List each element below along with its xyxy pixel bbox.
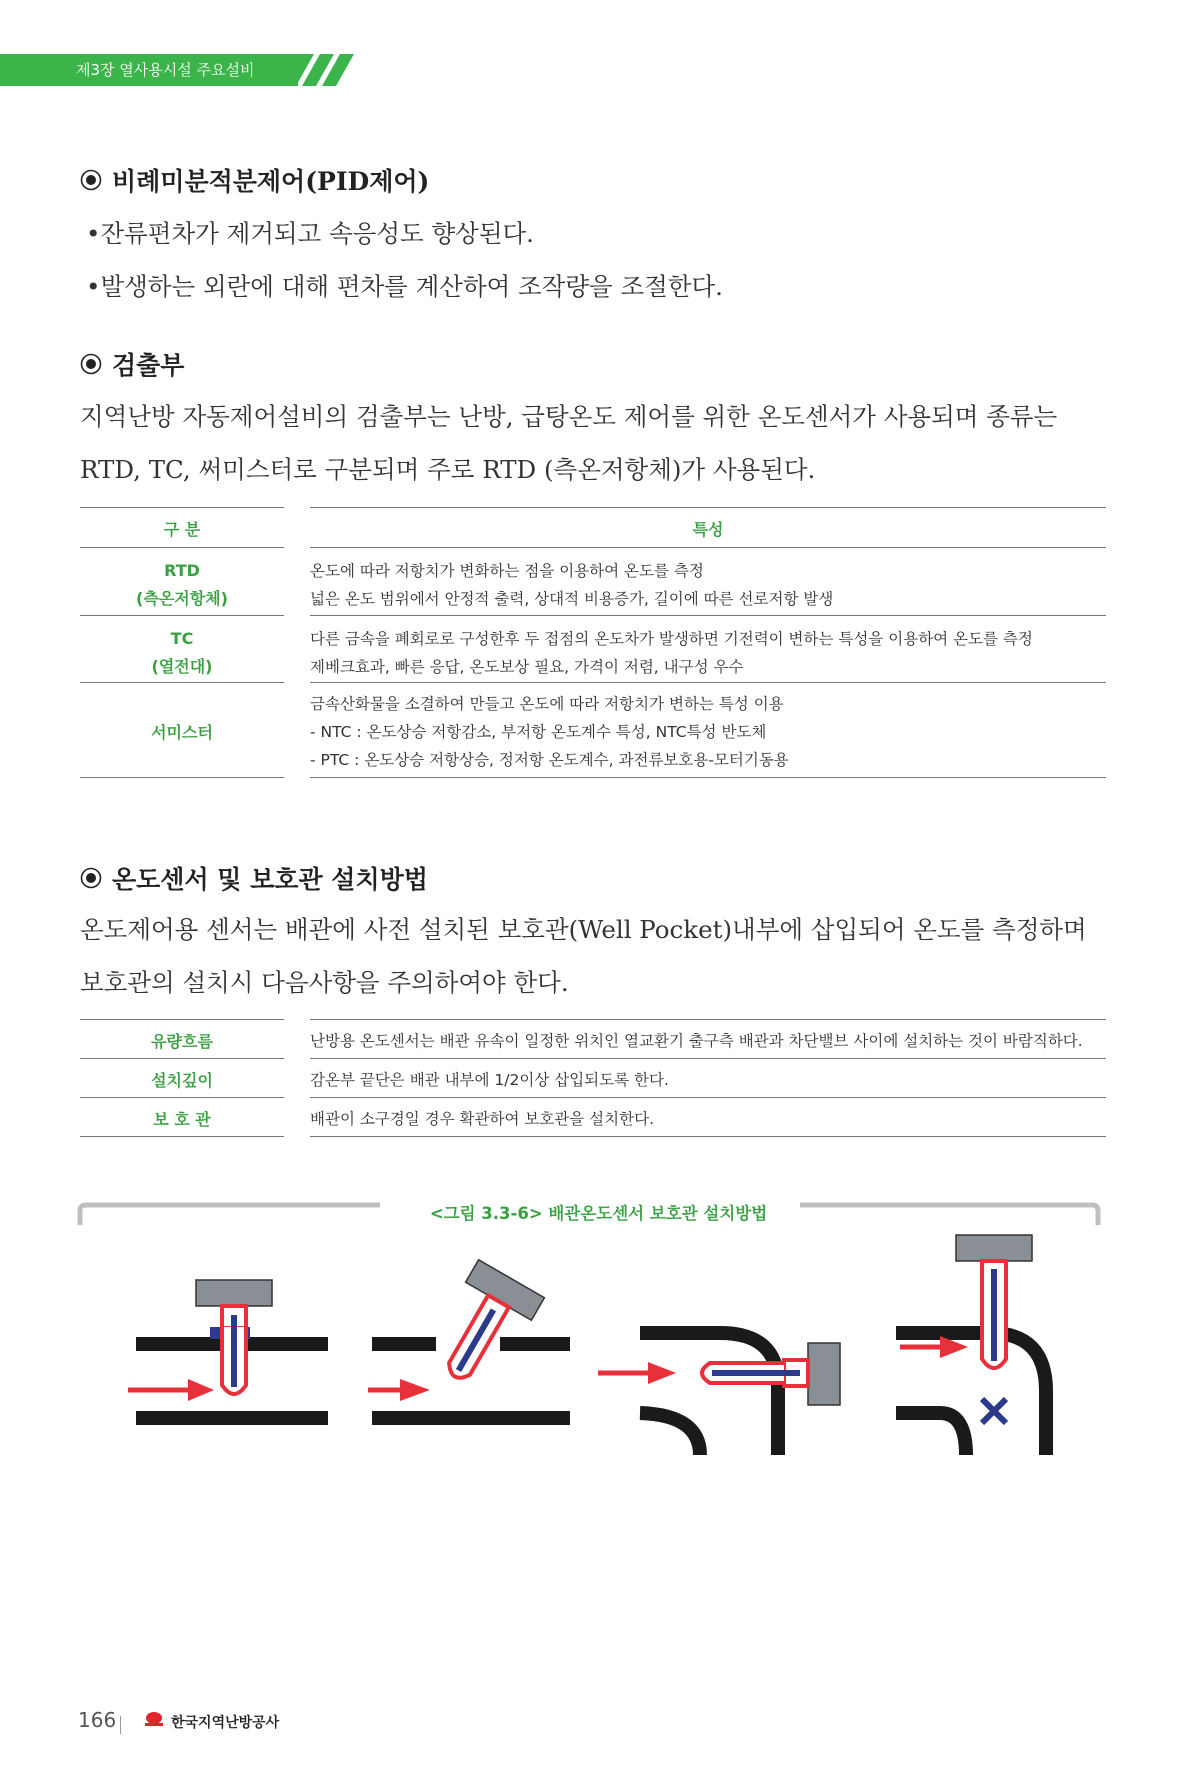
install-row-label-well: 보 호 관 (153, 1110, 211, 1129)
pid-bullet-2: •발생하는 외란에 대해 편차를 계산하여 조작량을 조절한다. (86, 272, 723, 301)
install-row-text-flow: 난방용 온도센서는 배관 유속이 일정한 위치인 열교환기 출구측 배관과 차단밸브 사이에 설치하는 것이 바람직하다. (310, 1032, 1083, 1050)
figure-sensor-install-diagram (0, 1195, 1197, 1455)
header-stripes-decoration (270, 54, 362, 86)
table-row-label-tc: TC (열전대) (151, 629, 213, 676)
diagram-vertical-sensor (128, 1280, 328, 1425)
footer-separator (120, 1716, 121, 1734)
table-row-desc-rtd: 온도에 따라 저항치가 변화하는 점을 이용하여 온도를 측정 넓은 온도 범위에서 안정적 출력, 상대적 비용증가, 길이에 따른 선로저항 발생 (310, 562, 834, 608)
incorrect-x-icon (982, 1399, 1006, 1423)
section-title-text: 비례미분적분제어(PID제어) (112, 167, 430, 196)
diagram-angled-sensor (368, 1260, 570, 1425)
install-paragraph-line-1: 온도제어용 센서는 배관에 사전 설치된 보호관(Well Pocket)내부에 삽입되어 온도를 측정하며 (80, 915, 1087, 944)
section-title-install (80, 860, 428, 896)
target-bullet-icon (80, 169, 102, 191)
table-header-property: 특성 (692, 520, 724, 539)
chapter-title: 제3장 열사용시설 주요설비 (76, 61, 255, 79)
install-row-text-well: 배관이 소구경일 경우 확관하여 보호관을 설치한다. (310, 1110, 654, 1128)
section-title-text: 검출부 (112, 351, 185, 380)
page-number: 166 (78, 1708, 117, 1732)
diagram-elbow-horizontal-sensor (598, 1333, 840, 1455)
section-title-detector (80, 346, 184, 382)
figure-caption: <그림 3.3-6> 배관온도센서 보호관 설치방법 (429, 1204, 768, 1223)
org-logo (145, 1710, 305, 1736)
install-paragraph-line-2: 보호관의 설치시 다음사항을 주의하여야 한다. (80, 968, 569, 997)
target-bullet-icon (80, 867, 102, 889)
table-row-desc-tc: 다른 금속을 폐회로로 구성한후 두 접점의 온도차가 발생하면 기전력이 변하는 특성을 이용하여 온도를 측정 제베크효과, 빠른 응답, 온도보상 필요, 가격이 저렴, 내구성 우수 (310, 630, 1033, 676)
table-row-desc-thermistor: 금속산화물을 소결하여 만들고 온도에 따라 저항치가 변하는 특성 이용 - NTC : 온도상승 저항감소, 부저항 온도계수 특성, NTC특성 반도체 - PTC : 온도상승 저항상승, 정저항 온도계수, 과전류보호용-모터기동용 (310, 695, 789, 769)
chapter-header (0, 54, 298, 86)
install-row-text-depth: 감온부 끝단은 배관 내부에 1/2이상 삽입되도록 한다. (310, 1071, 669, 1089)
install-row-label-depth: 설치깊이 (151, 1071, 213, 1090)
table-header-category: 구 분 (163, 520, 201, 539)
pid-bullet-1: •잔류편차가 제거되고 속응성도 향상된다. (86, 219, 534, 248)
org-name: 한국지역난방공사 (171, 1715, 280, 1731)
sensor-type-table (80, 507, 1106, 779)
detector-paragraph-line-1: 지역난방 자동제어설비의 검출부는 난방, 급탕온도 제어를 위한 온도센서가 사용되며 종류는 (80, 402, 1058, 431)
section-title-pid (80, 162, 429, 198)
target-bullet-icon (80, 353, 102, 375)
table-row-label-rtd: RTD (측온저항체) (136, 561, 228, 608)
diagram-elbow-vertical-sensor (896, 1235, 1046, 1455)
org-logo-icon (145, 1710, 305, 1732)
section-title-text: 온도센서 및 보호관 설치방법 (112, 865, 428, 894)
table-row-label-thermistor: 서미스터 (151, 723, 213, 742)
install-guide-table (80, 1019, 1106, 1141)
install-row-label-flow: 유량흐름 (151, 1032, 213, 1051)
detector-paragraph-line-2: RTD, TC, 써미스터로 구분되며 주로 RTD (측온저항체)가 사용된다. (80, 455, 816, 484)
